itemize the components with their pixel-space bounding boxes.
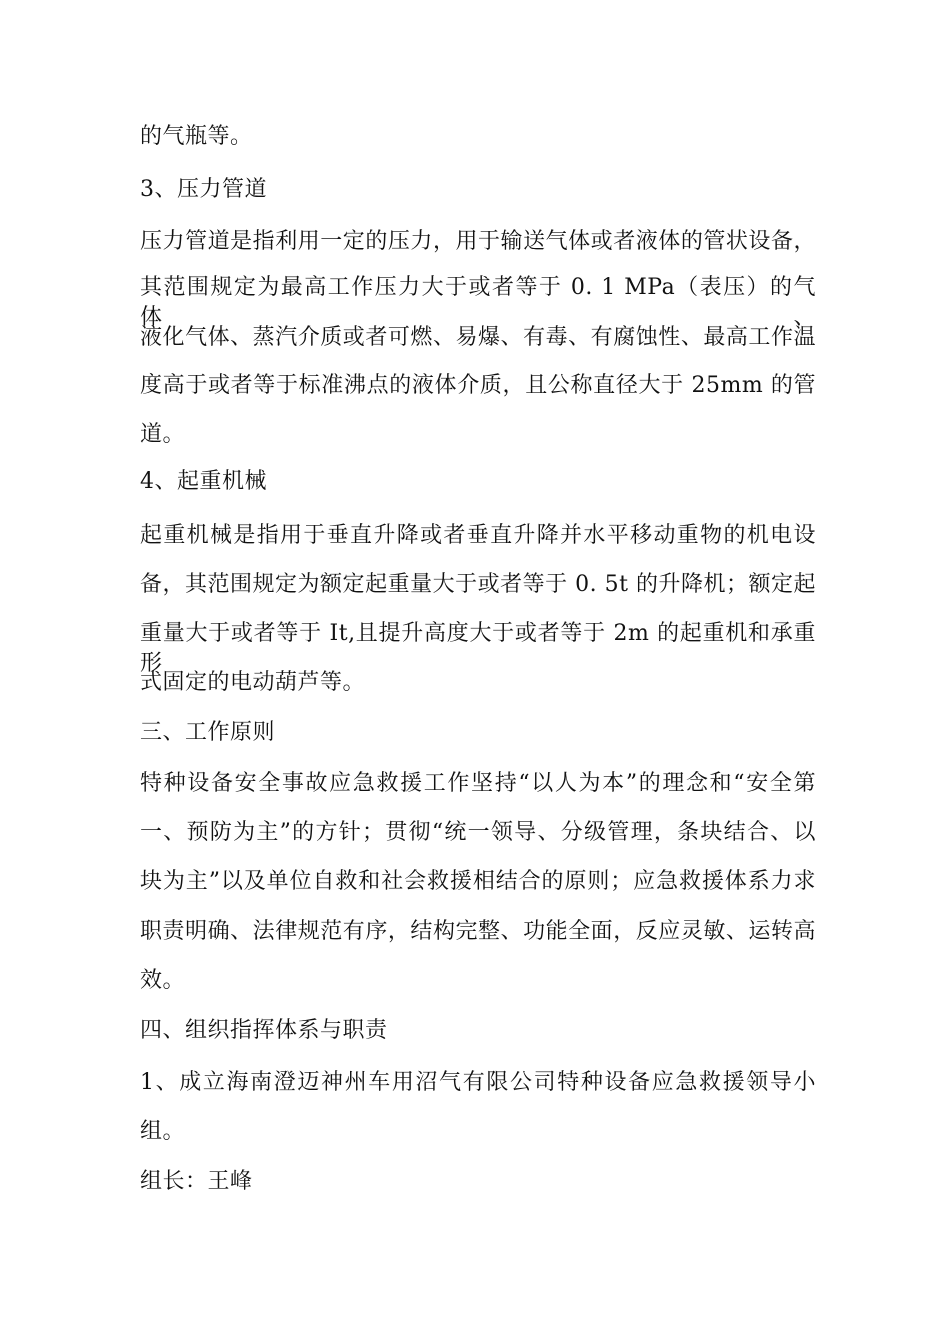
text-line: 压力管道是指利用一定的压力，用于输送气体或者液体的管状设备，: [140, 229, 816, 254]
text-line: 重量大于或者等于 It,且提升高度大于或者等于 2m 的起重机和承重形: [140, 621, 816, 676]
text-line: 1、成立海南澄迈神州车用沼气有限公司特种设备应急救援领导小: [140, 1070, 816, 1095]
text-line: 效。: [140, 968, 186, 993]
text-line: 道。: [140, 422, 186, 447]
text-line: 职责明确、法律规范有序，结构完整、功能全面，反应灵敏、运转高: [140, 919, 816, 944]
text-line: 式固定的电动葫芦等。: [140, 670, 366, 695]
section-heading: 四、组织指挥体系与职责: [140, 1018, 388, 1043]
text-line: 液化气体、蒸汽介质或者可燃、易爆、有毒、有腐蚀性、最高工作温: [140, 325, 816, 350]
text-line: 组。: [140, 1119, 186, 1144]
text-line: 备，其范围规定为额定起重量大于或者等于 0. 5t 的升降机；额定起: [140, 572, 816, 597]
section-heading: 三、工作原则: [140, 720, 276, 745]
text-line: 特种设备安全事故应急救援工作坚持“以人为本”的理念和“安全第: [140, 771, 816, 796]
text-line: 其范围规定为最高工作压力大于或者等于 0. 1 MPa（表压）的气体、: [140, 275, 816, 330]
section-heading: 4、起重机械: [140, 469, 267, 494]
text-line: 度高于或者等于标准沸点的液体介质，且公称直径大于 25mm 的管: [140, 373, 816, 398]
text-line: 起重机械是指用于垂直升降或者垂直升降并水平移动重物的机电设: [140, 523, 816, 548]
text-line: 组长：王峰: [140, 1169, 253, 1194]
text-line: 的气瓶等。: [140, 124, 253, 149]
text-line: 块为主”以及单位自救和社会救援相结合的原则；应急救援体系力求: [140, 869, 816, 894]
section-heading: 3、压力管道: [140, 177, 267, 202]
text-line: 一、预防为主”的方针；贯彻“统一领导、分级管理，条块结合、以: [140, 820, 816, 845]
